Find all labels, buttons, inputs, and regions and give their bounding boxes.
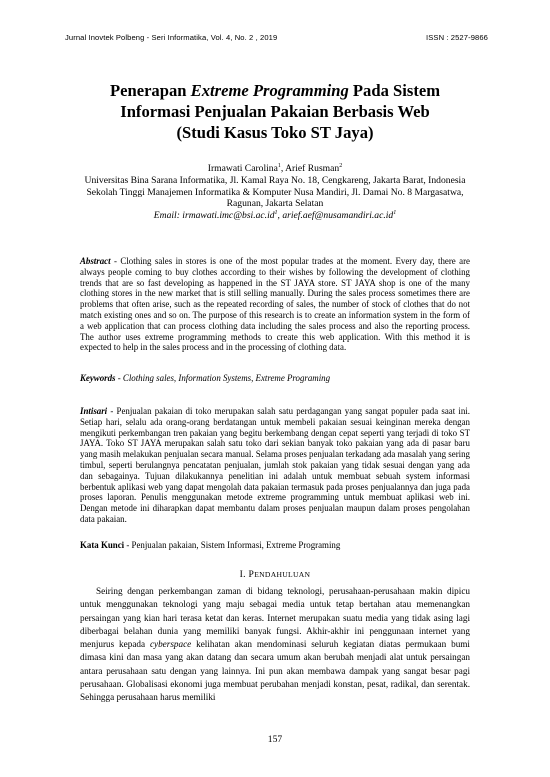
running-header [65, 33, 488, 42]
page-number: 157 [267, 734, 283, 745]
body-italic-term: cyberspace [149, 639, 192, 650]
affiliation-2: Sekolah Tinggi Manajemen Informatika & Komputer Nusa Mandiri, Jl. Damai No. 8 Margasatwa, [86, 186, 464, 198]
kata-kunci-label: Kata Kunci [80, 540, 125, 550]
abstract-label: Abstract [80, 256, 111, 266]
body-paragraph: Seiring dengan perkembangan zaman di bidang teknologi, perusahaan-perusahaan makin dipicu untuk menggunakan teknologi yang maju sebagai media untuk tetap bertahan atau memenangkan persaingan yang kian hari terasa ketat dan keras. Internet merupakan suatu media yang tidak asing lagi diberbagai belahan dunia yang memiliki banyak fungsi. Akhir-akhir ini penggunaan internet yang menjurus kepada cyberspace kelihatan akan mendominasi seluruh kegiatan diatas permukaan bumi dimasa kini dan masa yang akan datang dan secara umum akan berubah menjadi alat untuk persaingan antara perusahaan satu dengan yang lainnya. Ini pun akan membawa dampak yang sangat besar pagi perusahaan. Globalisasi ekonomi juga membuat perubahan menjadi konstan, pesat, radikal, dan serentak. Sehingga perusahaan harus memiliki [80, 586, 470, 703]
kata-kunci-text: - Penjualan pakaian, Sistem Informasi, Extreme Programing [124, 540, 341, 550]
title-line-3: (Studi Kasus Toko ST Jaya) [176, 123, 374, 142]
keywords-label: Keywords [80, 373, 116, 383]
journal-name: Jurnal Inovtek Polbeng - Seri Informatika, Vol. 4, No. 2 , 2019 [65, 33, 278, 42]
intisari-label: Intisari [80, 406, 108, 416]
affiliation-3: Ragunan, Jakarta Selatan [226, 198, 324, 210]
issn: ISSN : 2527-9866 [426, 33, 488, 42]
title-italic: Extreme Programming [190, 81, 349, 100]
author-names: Irmawati Carolina$^1$, Arief Rusman$^2$ [207, 162, 343, 174]
abstract-text: - Clothing sales in stores is one of the most popular trades at the moment. Every day, there are always people coming to buy clothes according to their wishes by following the development of clothing trends that are so fast developing as happened in the ST JAYA store. ST JAYA shop is one of the many clothing stores in the new market that is still selling manually. During the sales process sometimes there are problems that often arise, such as the repeated recording of sales, the number of stock of clothes that do not match existing ones and so on. The purpose of this research is to create an information system in the form of a web application that can process clothing data including the sales process and also the reporting process. The author uses extreme programming methods to create this web application. With this method it is expected to help in the sales process and in the processing of clothing data. [80, 256, 470, 353]
keywords [80, 373, 470, 384]
affiliation-1: Universitas Bina Sarana Informatika, Jl. Kamal Raya No. 18, Cengkareng, Jakarta Barat, Indonesia [84, 174, 466, 186]
kata-kunci [80, 540, 470, 551]
author-block [60, 163, 490, 222]
keywords-text: - Clothing sales, Information Systems, Extreme Programing [115, 373, 331, 383]
intisari-text: - Penjualan pakaian di toko merupakan salah satu perdagangan yang sangat populer pada saat ini. Setiap hari, selalu ada orang-orang berdatangan untuk membeli pakaian sesuai keinginan mereka dengan mengikuti perkembangan tren pakaian yang begitu berkembang dengan cepat seperti yang terjadi di toko ST JAYA. Toko ST JAYA merupakan salah satu toko dari sekian banyak toko pakaian yang ada di pasar baru yang masih melakukan penjualan secara manual. Selama proses penjualan terkadang ada masalah yang sering timbul, seperti berulangnya pencatatan penjualan, jumlah stok pakaian yang tidak sesuai dengan yang ada dan sebagainya. Tujuan dilakukannya penelitian ini adalah untuk membuat sebuah system informasi berbentuk aplikasi web yang dapat mengolah data pakaian termasuk pada proses penjualannya dan juga pada proses laporan. Penulis menggunakan metode extreme programming untuk membuat aplikasi web ini. Dengan metode ini diharapkan dapat membantu dalam proses penjualan maupun dalam proses pengolahan data pakaian. [80, 406, 470, 524]
intisari [80, 406, 470, 525]
title-line-2: Informasi Penjualan Pakaian Berbasis Web [120, 102, 430, 121]
author-emails: Email: $irmawati.imc@bsi.ac.id^1$, $arief.aef@nusamandiri.ac.id^1$ [153, 210, 397, 222]
title-line-1: Penerapan Extreme Programming Pada Sistem [109, 81, 441, 100]
abstract [80, 256, 470, 353]
paper-title [60, 80, 490, 143]
section-heading: I. PENDAHULUAN [239, 569, 311, 580]
